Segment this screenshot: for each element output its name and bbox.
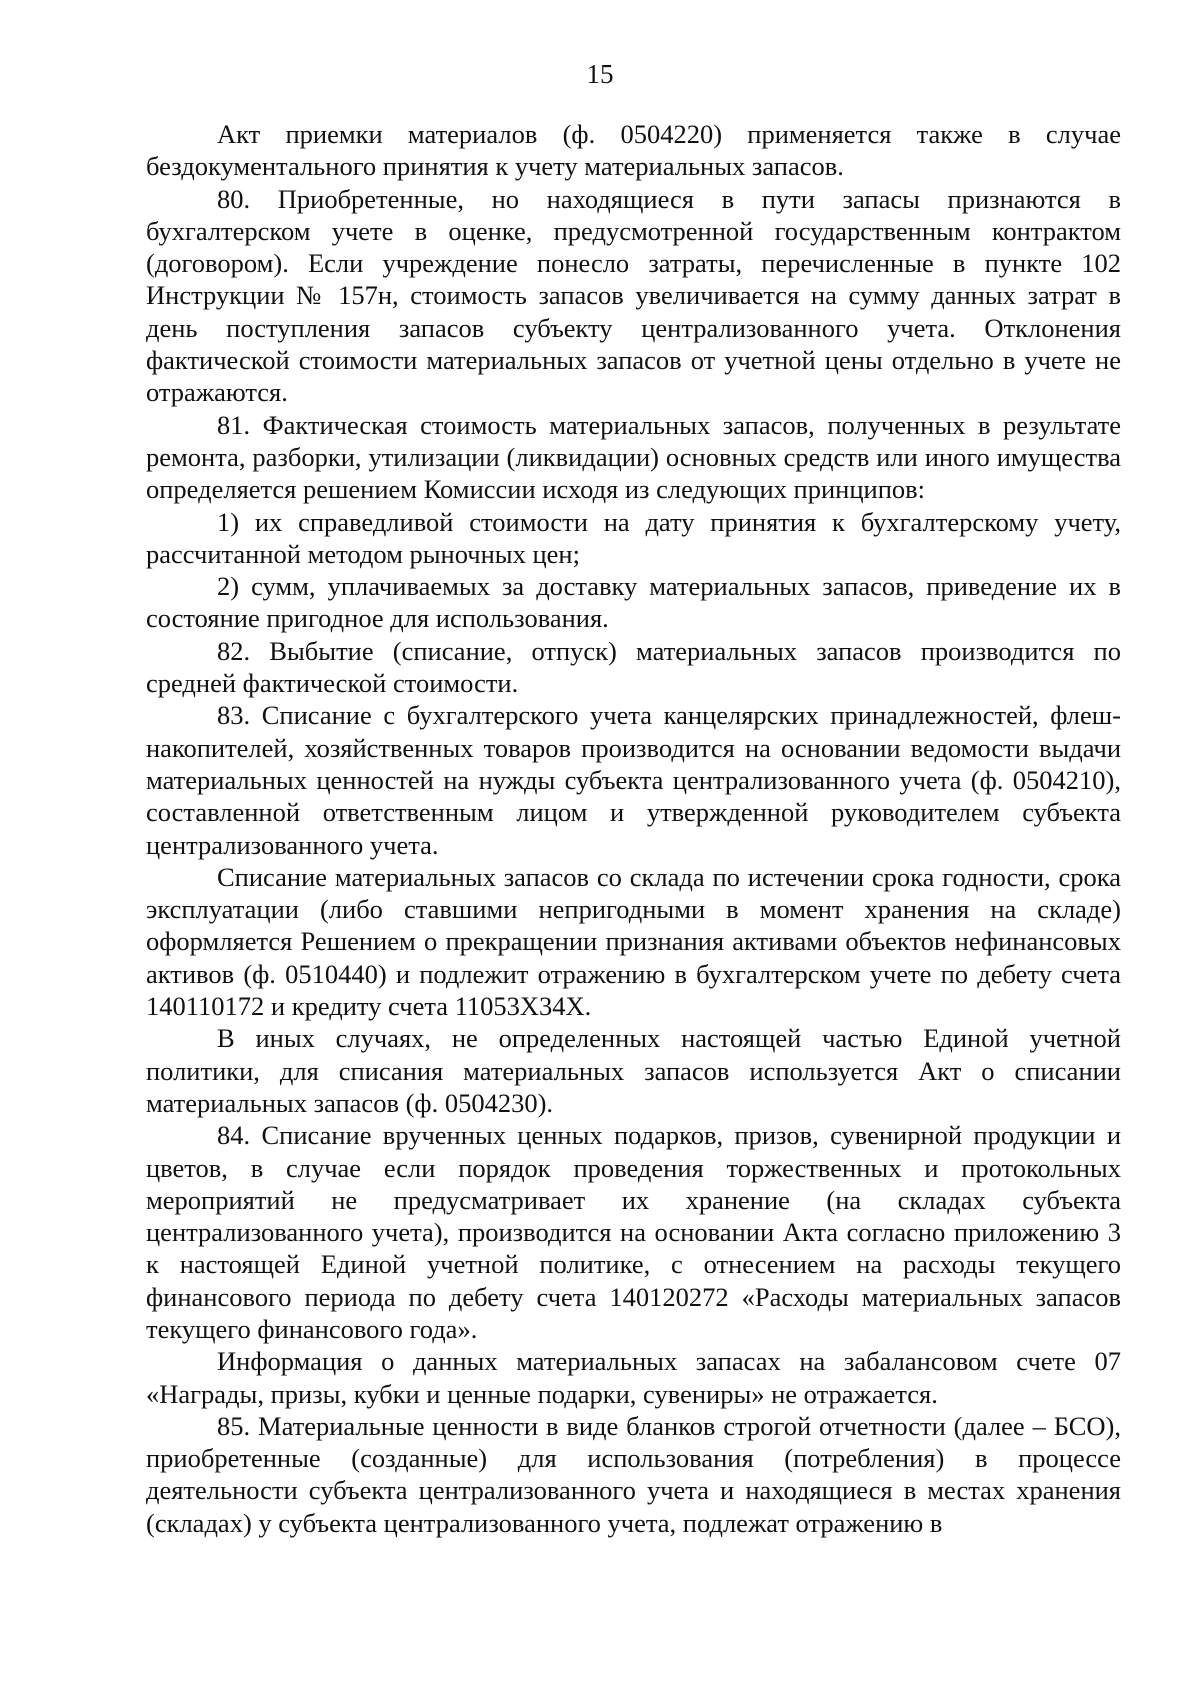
paragraph-83: 83. Списание с бухгалтерского учета канцелярских принадлежностей, флеш-накопителей, хозяйственных товаров производится на основании ведомости выдачи материальных ценностей на нужды субъекта централизованного учета (ф. 0504210), составленной ответственным лицом и утвержденной руководителем субъекта централизованного учета.: [146, 700, 1121, 860]
list-item-81-1: 1) их справедливой стоимости на дату принятия к бухгалтерскому учету, рассчитанной методом рыночных цен;: [146, 506, 1121, 569]
page-number: 15: [586, 59, 614, 89]
paragraph-85: 85. Материальные ценности в виде бланков строгой отчетности (далее – БСО), приобретенные (созданные) для использования (потребления) в процессе деятельности субъекта централизованного учета и находящиеся в местах хранения (складах) у субъекта централизованного учета, подлежат отражению в: [146, 1410, 1121, 1538]
list-item-81-2: 2) сумм, уплачиваемых за доставку материальных запасов, приведение их в состояние пригодное для использования.: [146, 571, 1121, 634]
paragraph-act-priemki: Акт приемки материалов (ф. 0504220) применяется также в случае бездокументального принятия к учету материальных запасов.: [146, 119, 1121, 182]
paragraph-84-off-balance-info: Информация о данных материальных запасах на забалансовом счете 07 «Награды, призы, кубки и ценные подарки, сувениры» не отражается.: [146, 1346, 1121, 1409]
document-body: [146, 118, 1121, 1539]
paragraph-82: 82. Выбытие (списание, отпуск) материальных запасов производится по средней фактической стоимости.: [146, 635, 1121, 699]
paragraph-83-write-off-warehouse: Списание материальных запасов со склада по истечении срока годности, срока эксплуатации (либо ставшими непригодными в момент хранения на складе) оформляется Решением о прекращении признания активами объектов нефинансовых активов (ф. 0510440) и подлежит отражению в бухгалтерском учете по дебету счета 140110172 и кредиту счета 11053Х34Х.: [146, 861, 1121, 1022]
paragraph-84: 84. Списание врученных ценных подарков, призов, сувенирной продукции и цветов, в случае если порядок проведения торжественных и протокольных мероприятий не предусматривает их хранение (на складах субъекта централизованного учета), производится на основании Акта согласно приложению 3 к настоящей Единой учетной политике, с отнесением на расходы текущего финансового периода по дебету счета 140120272 «Расходы материальных запасов текущего финансового года».: [146, 1120, 1121, 1344]
paragraph-80: 80. Приобретенные, но находящиеся в пути запасы признаются в бухгалтерском учете в оценке, предусмотренной государственным контрактом (договором). Если учреждение понесло затраты, перечисленные в пункте 102 Инструкции № 157н, стоимость запасов увеличивается на сумму данных затрат в день поступления запасов субъекту централизованного учета. Отклонения фактической стоимости материальных запасов от учетной цены отдельно в учете не отражаются.: [146, 183, 1121, 408]
paragraph-81: 81. Фактическая стоимость материальных запасов, полученных в результате ремонта, разборки, утилизации (ликвидации) основных средств или иного имущества определяется решением Комиссии исходя из следующих принципов:: [146, 409, 1121, 505]
paragraph-83-other-cases: В иных случаях, не определенных настоящей частью Единой учетной политики, для списания материальных запасов используется Акт о списании материальных запасов (ф. 0504230).: [146, 1023, 1121, 1118]
